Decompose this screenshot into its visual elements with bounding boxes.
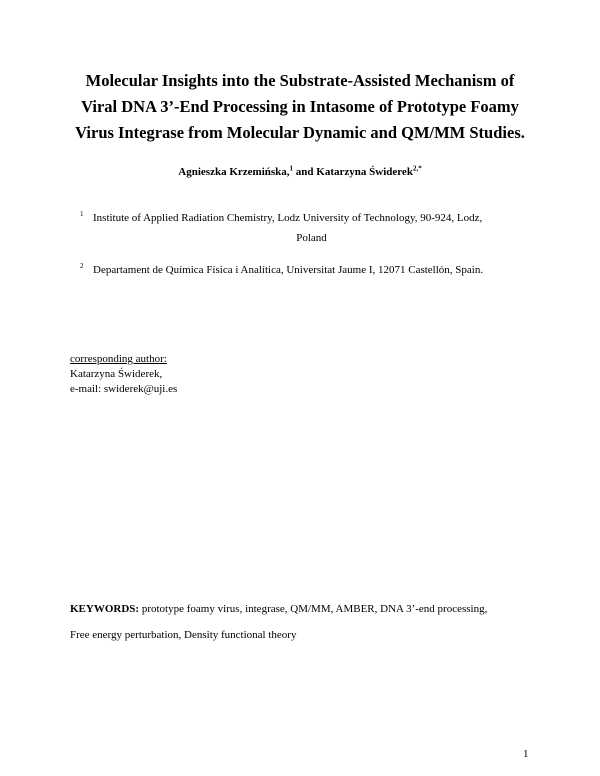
affiliation-2-number: 2 <box>80 262 84 270</box>
author-second-affil-sup: 2,* <box>412 164 422 173</box>
affiliation-1-country: Poland <box>296 232 327 244</box>
affiliation-1 <box>80 208 530 248</box>
corresponding-author-name: Katarzyna Świderek, <box>70 368 163 380</box>
paper-title <box>50 68 550 146</box>
affiliation-2 <box>80 260 540 280</box>
keywords-text-1: prototype foamy virus, integrase, QM/MM, AMBER, DNA 3’-end processing, <box>139 603 488 615</box>
keywords-line-1 <box>70 596 550 622</box>
affiliation-2-text: Departament de Química Física i Analítica, Universitat Jaume I, 12071 Castellón, Spain. <box>93 264 484 276</box>
author-first-affil-sup: 1 <box>289 164 294 173</box>
affiliation-1-text: Institute of Applied Radiation Chemistry, Lodz University of Technology, 90-924, Lodz, <box>93 212 483 224</box>
author-connector: and <box>293 166 317 178</box>
keywords-line-2: Free energy perturbation, Density functional theory <box>70 629 297 641</box>
author-first-name: Agnieszka Krzemińska, <box>178 166 290 178</box>
page-number: 1 <box>523 748 529 760</box>
affiliation-1-number: 1 <box>80 210 84 218</box>
author-second-name: Katarzyna Świderek <box>316 166 413 178</box>
corresponding-author-block <box>70 352 177 397</box>
title-line-3: Virus Integrase from Molecular Dynamic and QM/MM Studies. <box>75 123 525 142</box>
keywords-label: KEYWORDS: <box>70 603 140 615</box>
title-line-2: Viral DNA 3’-End Processing in Intasome of Prototype Foamy <box>81 97 519 116</box>
corresponding-author-heading: corresponding author: <box>70 353 167 365</box>
author-list <box>50 164 550 180</box>
corresponding-author-email: e-mail: swiderek@uji.es <box>70 383 178 395</box>
title-line-1: Molecular Insights into the Substrate-Assisted Mechanism of <box>85 71 515 90</box>
keywords-block <box>70 596 550 648</box>
